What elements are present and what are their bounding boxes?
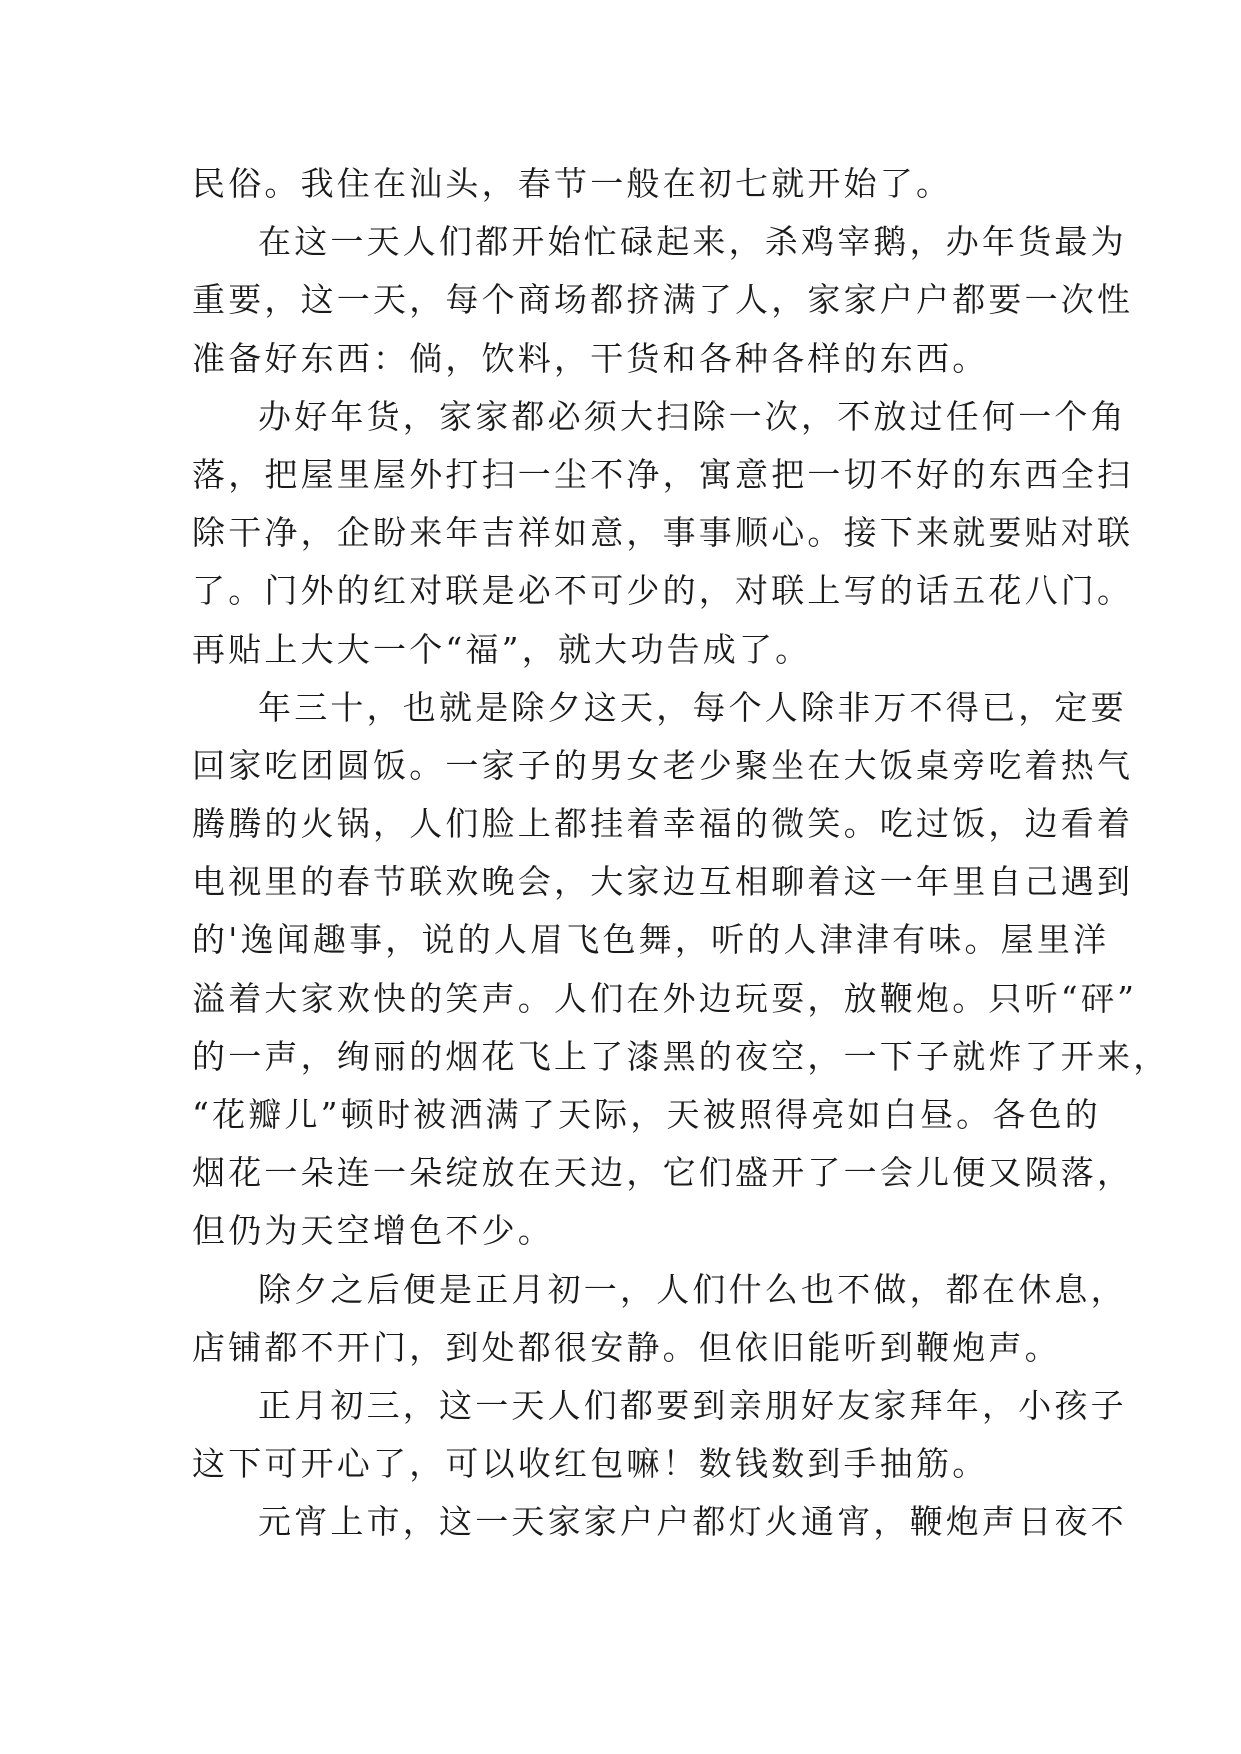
text-line: 电视里的春节联欢晚会，大家边互相聊着这一年里自己遇到 — [192, 862, 1134, 902]
text-line: 腾腾的火锅，人们脸上都挂着幸福的微笑。吃过饭，边看着 — [192, 804, 1134, 844]
text-line: 店铺都不开门，到处都很安静。但依旧能听到鞭炮声。 — [192, 1327, 1061, 1367]
text-line: 重要，这一天，每个商场都挤满了人，家家户户都要一次性 — [192, 280, 1134, 320]
text-line: 在这一天人们都开始忙碌起来，杀鸡宰鹅，办年货最为 — [258, 222, 1127, 262]
text-line: 准备好东西：倘，饮料，干货和各种各样的东西。 — [192, 338, 989, 378]
text-line: 年三十，也就是除夕这天，每个人除非万不得已，定要 — [258, 687, 1127, 727]
text-line: 的一声，绚丽的烟花飞上了漆黑的夜空，一下子就炸了开来， — [192, 1036, 1170, 1076]
text-line: “花瓣儿”顿时被洒满了天际，天被照得亮如白昼。各色的 — [192, 1095, 1101, 1134]
text-line: 溢着大家欢快的笑声。人们在外边玩耍，放鞭炮。只听“砰” — [192, 978, 1138, 1018]
text-line: 了。门外的红对联是必不可少的，对联上写的话五花八门。 — [192, 571, 1134, 611]
text-line: 除夕之后便是正月初一，人们什么也不做，都在休息， — [258, 1269, 1127, 1309]
text-line: 正月初三，这一天人们都要到亲朋好友家拜年，小孩子 — [258, 1385, 1127, 1425]
text-line: 民俗。我住在汕头，春节一般在初七就开始了。 — [192, 164, 953, 203]
text-line: 但仍为天空增色不少。 — [192, 1211, 554, 1251]
text-line: 元宵上市，这一天家家户户都灯火通宵，鞭炮声日夜不 — [258, 1502, 1127, 1542]
text-line: 的'逸闻趣事，说的人眉飞色舞，听的人津津有味。屋里洋 — [192, 920, 1110, 960]
text-line: 这下可开心了，可以收红包嘛！数钱数到手抽筋。 — [192, 1444, 989, 1484]
text-line: 烟花一朵连一朵绽放在天边，它们盛开了一会儿便又陨落， — [192, 1153, 1134, 1193]
text-line: 再贴上大大一个“福”，就大功告成了。 — [192, 629, 812, 669]
body-text — [192, 155, 1170, 1552]
text-line: 除干净，企盼来年吉祥如意，事事顺心。接下来就要贴对联 — [192, 513, 1134, 553]
text-line: 落，把屋里屋外打扫一尘不净，寓意把一切不好的东西全扫 — [192, 454, 1134, 494]
text-line: 回家吃团圆饭。一家子的男女老少聚坐在大饭桌旁吃着热气 — [192, 745, 1134, 785]
text-line: 办好年货，家家都必须大扫除一次，不放过任何一个角 — [258, 396, 1127, 436]
